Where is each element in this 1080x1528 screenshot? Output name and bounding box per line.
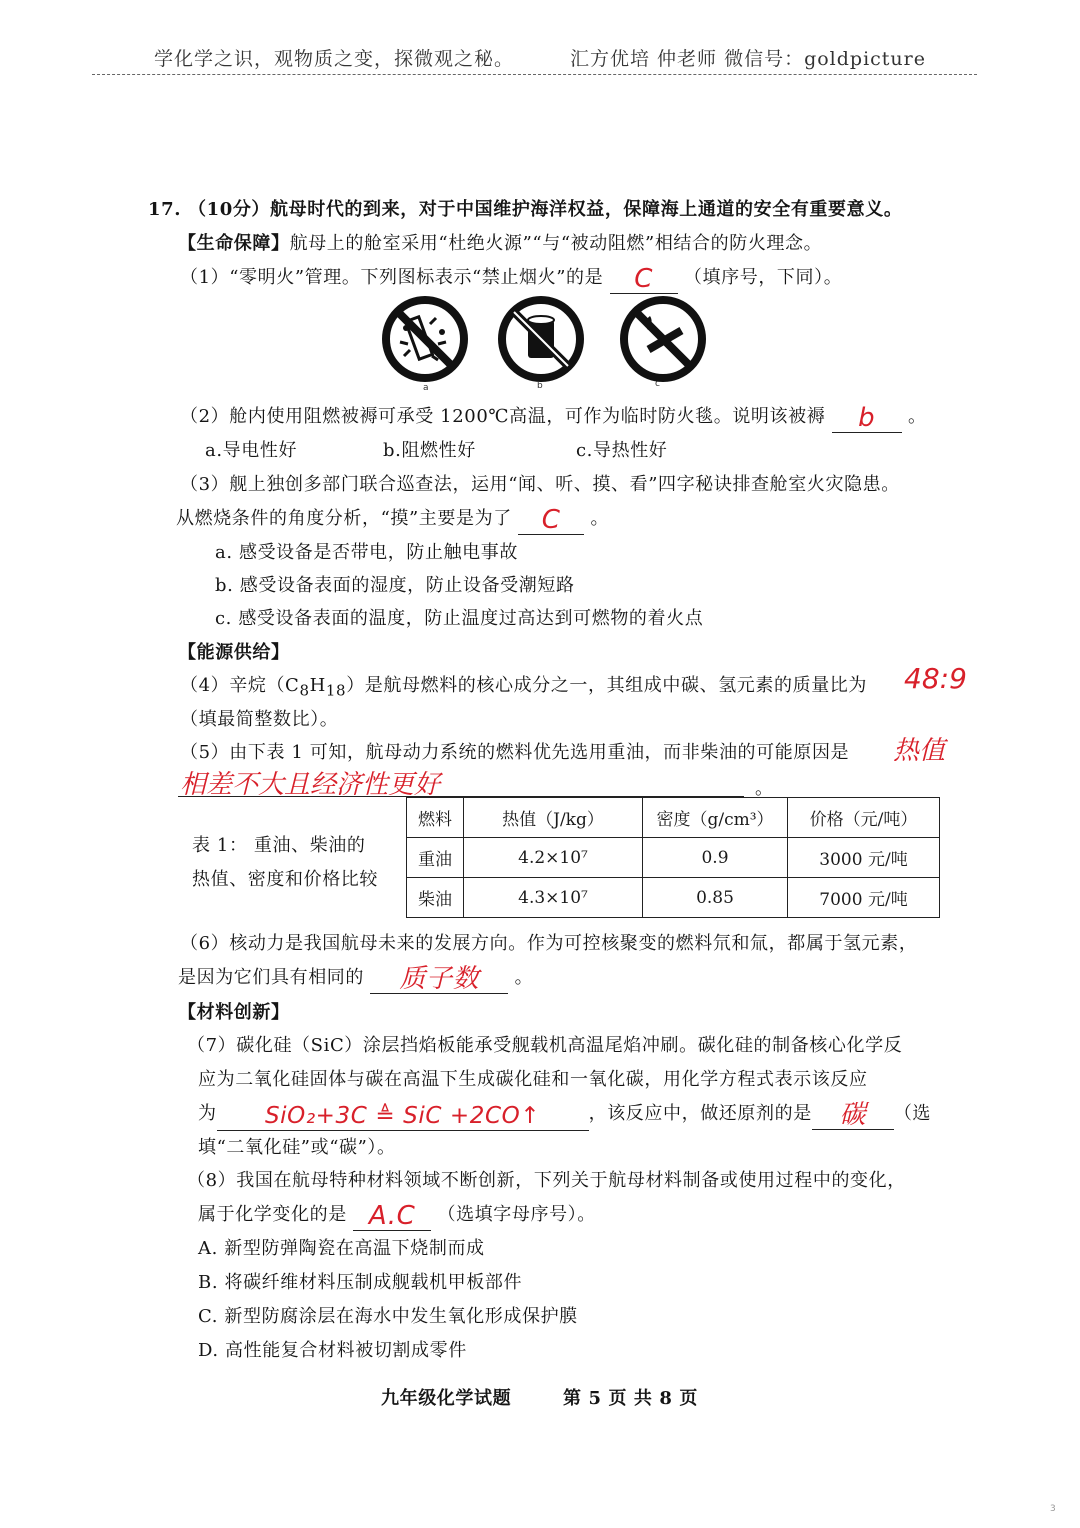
handwritten-answer-3: C [541, 505, 561, 535]
formula-sub-h: 18 [325, 681, 347, 700]
table-header-cell: 密度（g/cm³） [643, 798, 788, 838]
answer-blank-8[interactable] [353, 1201, 431, 1231]
question-6-line1: （6）核动力是我国航母未来的发展方向。作为可控核聚变的燃料氘和氚，都属于氢元素， [180, 933, 918, 954]
handwritten-answer-7: 碳 [839, 1100, 867, 1130]
no-smoking-icon [620, 296, 706, 382]
option-8a: A. 新型防弹陶瓷在高温下烧制而成 [198, 1238, 485, 1259]
footer-title: 九年级化学试题 [381, 1388, 512, 1409]
question-2-text: （2）舱内使用阻燃被褥可承受 1200℃高温，可作为临时防火毯。说明该被褥 [180, 406, 826, 427]
formula-sub-c: 8 [299, 681, 310, 700]
question-6-line2 [178, 963, 533, 994]
handwritten-answer-1: C [634, 264, 653, 294]
question-2-suffix: 。 [907, 406, 927, 427]
handwritten-answer-5a: 热值 [893, 736, 946, 766]
section-material-heading: 【材料创新】 [178, 1002, 290, 1023]
question-8-suffix: （选填字母序号）。 [437, 1204, 596, 1225]
fuel-comparison-table [406, 797, 940, 918]
icon-c-wrapper [620, 296, 706, 382]
question-6-text: 是因为它们具有相同的 [178, 967, 364, 988]
option-2a: a.导电性好 [205, 440, 298, 461]
question-2 [180, 402, 927, 433]
option-3a: a. 感受设备是否带电，防止触电事故 [215, 542, 518, 563]
answer-blank-3[interactable] [518, 505, 584, 535]
table-cell: 柴油 [407, 878, 464, 918]
table-caption-line1: 表 1： 重油、柴油的 [192, 835, 366, 856]
question-6-suffix: 。 [514, 967, 534, 988]
table-row [407, 878, 940, 918]
answer-blank-7a[interactable] [217, 1104, 589, 1131]
page-header [0, 44, 1080, 71]
section-energy-heading: 【能源供给】 [178, 642, 290, 663]
option-3c: c. 感受设备表面的温度，防止温度过高达到可燃物的着火点 [215, 608, 704, 629]
header-contact: 汇方优培 仲老师 微信号：goldpicture [570, 48, 926, 70]
table-cell: 4.2×10⁷ [464, 838, 643, 878]
question-3-suffix: 。 [590, 508, 610, 529]
section-life-support [178, 229, 822, 255]
answer-blank-7b[interactable] [812, 1100, 894, 1130]
header-divider [92, 74, 977, 75]
icon-label-a: a [423, 383, 429, 393]
section-heading: 【生命保障】 [178, 233, 290, 254]
answer-blank-1[interactable] [610, 264, 678, 294]
header-motto: 学化学之识，观物质之变，探微观之秘。 [153, 48, 514, 70]
table-header-cell: 价格（元/吨） [788, 798, 940, 838]
question-7-line4: 填“二氧化硅”或“碳”）。 [198, 1137, 396, 1158]
option-2c: c.导热性好 [576, 440, 668, 461]
no-burning-barrel-icon [498, 296, 584, 382]
table-cell: 0.85 [643, 878, 788, 918]
handwritten-answer-5b: 相差不大且经济性更好 [180, 770, 441, 800]
icon-a-wrapper [382, 296, 468, 382]
table-cell: 重油 [407, 838, 464, 878]
handwritten-answer-8: A.C [368, 1201, 416, 1231]
no-fireworks-icon [382, 296, 468, 382]
icon-label-c: c [655, 379, 660, 389]
table-cell: 7000 元/吨 [788, 878, 940, 918]
table-cell: 3000 元/吨 [788, 838, 940, 878]
answer-blank-2[interactable] [832, 403, 902, 433]
handwritten-answer-2: b [858, 403, 876, 433]
question-4 [180, 671, 867, 700]
option-8b: B. 将碳纤维材料压制成舰载机甲板部件 [198, 1272, 523, 1293]
question-1-text: （1）“零明火”管理。下列图标表示“禁止烟火”的是 [180, 267, 604, 288]
table-cell: 0.9 [643, 838, 788, 878]
table-caption-line2: 热值、密度和价格比较 [192, 869, 378, 890]
icon-b-wrapper [498, 296, 584, 382]
question-title: 17. （10分）航母时代的到来，对于中国维护海洋权益，保障海上通道的安全有重要意义。 [148, 199, 903, 220]
question-8-line2 [198, 1200, 596, 1231]
question-1 [180, 263, 842, 294]
question-8-line1: （8）我国在航母特种材料领域不断创新，下列关于航母材料制备或使用过程中的变化， [187, 1170, 906, 1191]
question-7-line1: （7）碳化硅（SiC）涂层挡焰板能承受舰载机高温尾焰冲刷。碳化硅的制备核心化学反 [187, 1035, 903, 1056]
question-3-text: 从燃烧条件的角度分析，“摸”主要是为了 [176, 508, 512, 529]
question-7-text-2: ，该反应中，做还原剂的是 [588, 1103, 812, 1124]
table-header-row [407, 798, 940, 838]
question-3-line1: （3）舰上独创多部门联合巡查法，运用“闻、听、摸、看”四字秘诀排查舱室火灾隐患。 [180, 474, 900, 495]
formula-h: H [309, 675, 326, 696]
question-3-line2 [176, 504, 609, 535]
question-4-text-2: ）是航母燃料的核心成分之一，其组成中碳、氢元素的质量比为 [346, 675, 867, 696]
question-7-line3 [198, 1099, 931, 1131]
question-8-text: 属于化学变化的是 [198, 1204, 347, 1225]
table-row [407, 838, 940, 878]
question-5-line1: （5）由下表 1 可知，航母动力系统的燃料优先选用重油，而非柴油的可能原因是 [180, 742, 850, 763]
question-4-line2: （填最简整数比）。 [180, 709, 339, 730]
question-7-line2: 应为二氧化硅固体与碳在高温下生成碳化硅和一氧化碳，用化学方程式表示该反应 [198, 1069, 868, 1090]
question-4-text: （4）辛烷（C [180, 675, 300, 696]
footer-page: 第 5 页 共 8 页 [563, 1388, 698, 1409]
question-1-suffix: （填序号，下同）。 [683, 267, 843, 288]
handwritten-equation: SiO₂+3C ≜ SiC +2CO↑ [264, 1103, 541, 1129]
question-7-text: 为 [198, 1103, 217, 1124]
answer-blank-6[interactable] [370, 964, 508, 994]
table-header-cell: 热值（J/kg） [464, 798, 643, 838]
corner-page-number: 3 [1050, 1504, 1056, 1514]
option-8d: D. 高性能复合材料被切割成零件 [198, 1340, 467, 1361]
option-2b: b.阻燃性好 [383, 440, 476, 461]
handwritten-answer-6: 质子数 [399, 964, 480, 994]
option-3b: b. 感受设备表面的湿度，防止设备受潮短路 [215, 575, 575, 596]
table-header-cell: 燃料 [407, 798, 464, 838]
section-text: 航母上的舱室采用“杜绝火源”“与“被动阻燃”相结合的防火理念。 [289, 233, 823, 254]
question-5-suffix: 。 [755, 778, 774, 799]
handwritten-answer-4: 48:9 [904, 662, 967, 695]
table-cell: 4.3×10⁷ [464, 878, 643, 918]
option-8c: C. 新型防腐涂层在海水中发生氧化形成保护膜 [198, 1306, 578, 1327]
question-7-suffix: （选 [893, 1103, 932, 1124]
icon-label-b: b [537, 381, 543, 391]
